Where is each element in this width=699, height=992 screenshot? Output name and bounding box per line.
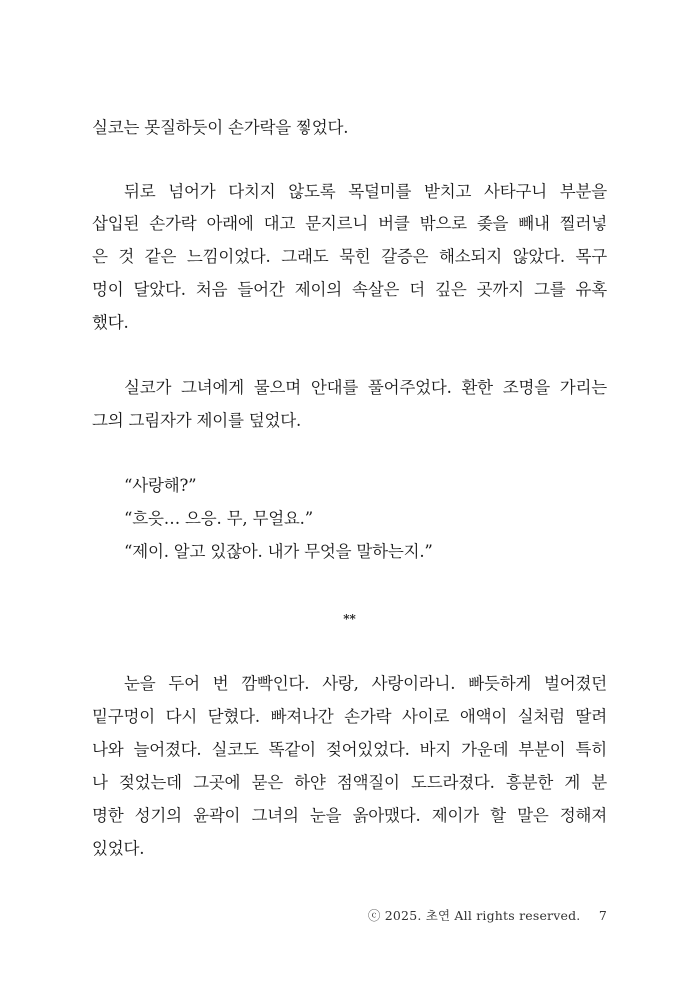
paragraph-2-line-1: 뒤로 넘어가 다치지 않도록 목덜미를 받치고 사타구니 부분을: [124, 182, 607, 201]
paragraph-1-line-1: 실코는 못질하듯이 손가락을 찧었다.: [92, 118, 349, 137]
paragraph-2-line-5: 했다.: [92, 313, 129, 332]
paragraph-2-line-2: 삽입된 손가락 아래에 대고 문지르니 버클 밖으로 좆을 빼내 찔러넣: [92, 214, 607, 233]
paragraph-2-line-3: 은 것 같은 느낌이었다. 그래도 묵힌 갈증은 해소되지 않았다. 목구: [92, 247, 607, 266]
copyright-notice: ⓒ 2025. 초연 All rights reserved.: [367, 908, 581, 923]
page-footer: [368, 906, 607, 924]
dialogue-line-2: “흐읏… 으응. 무, 무얼요.”: [124, 509, 313, 528]
paragraph-4-line-1: 눈을 두어 번 깜빡인다. 사랑, 사랑이라니. 빠듯하게 벌어졌던: [124, 674, 607, 693]
paragraph-3-line-1: 실코가 그녀에게 물으며 안대를 풀어주었다. 환한 조명을 가리는: [124, 378, 607, 397]
paragraph-4-line-6: 있었다.: [92, 839, 145, 858]
scene-separator: **: [343, 612, 356, 626]
paragraph-4-line-2: 밑구멍이 다시 닫혔다. 빠져나간 손가락 사이로 애액이 실처럼 딸려: [92, 707, 607, 726]
paragraph-4-line-4: 나 젖었는데 그곳에 묻은 하얀 점액질이 도드라졌다. 흥분한 게 분: [92, 773, 607, 792]
paragraph-4-line-5: 명한 성기의 윤곽이 그녀의 눈을 옭아맸다. 제이가 할 말은 정해져: [92, 806, 607, 825]
paragraph-4-line-3: 나와 늘어졌다. 실코도 똑같이 젖어있었다. 바지 가운데 부분이 특히: [92, 740, 607, 759]
dialogue-line-1: “사랑해?”: [124, 476, 197, 495]
paragraph-2-line-4: 멍이 달았다. 처음 들어간 제이의 속살은 더 깊은 곳까지 그를 유혹: [92, 280, 607, 299]
paragraph-3-line-2: 그의 그림자가 제이를 덮었다.: [92, 411, 302, 430]
dialogue-line-3: “제이. 알고 있잖아. 내가 무엇을 말하는지.”: [124, 542, 433, 561]
page-number: 7: [598, 908, 607, 923]
